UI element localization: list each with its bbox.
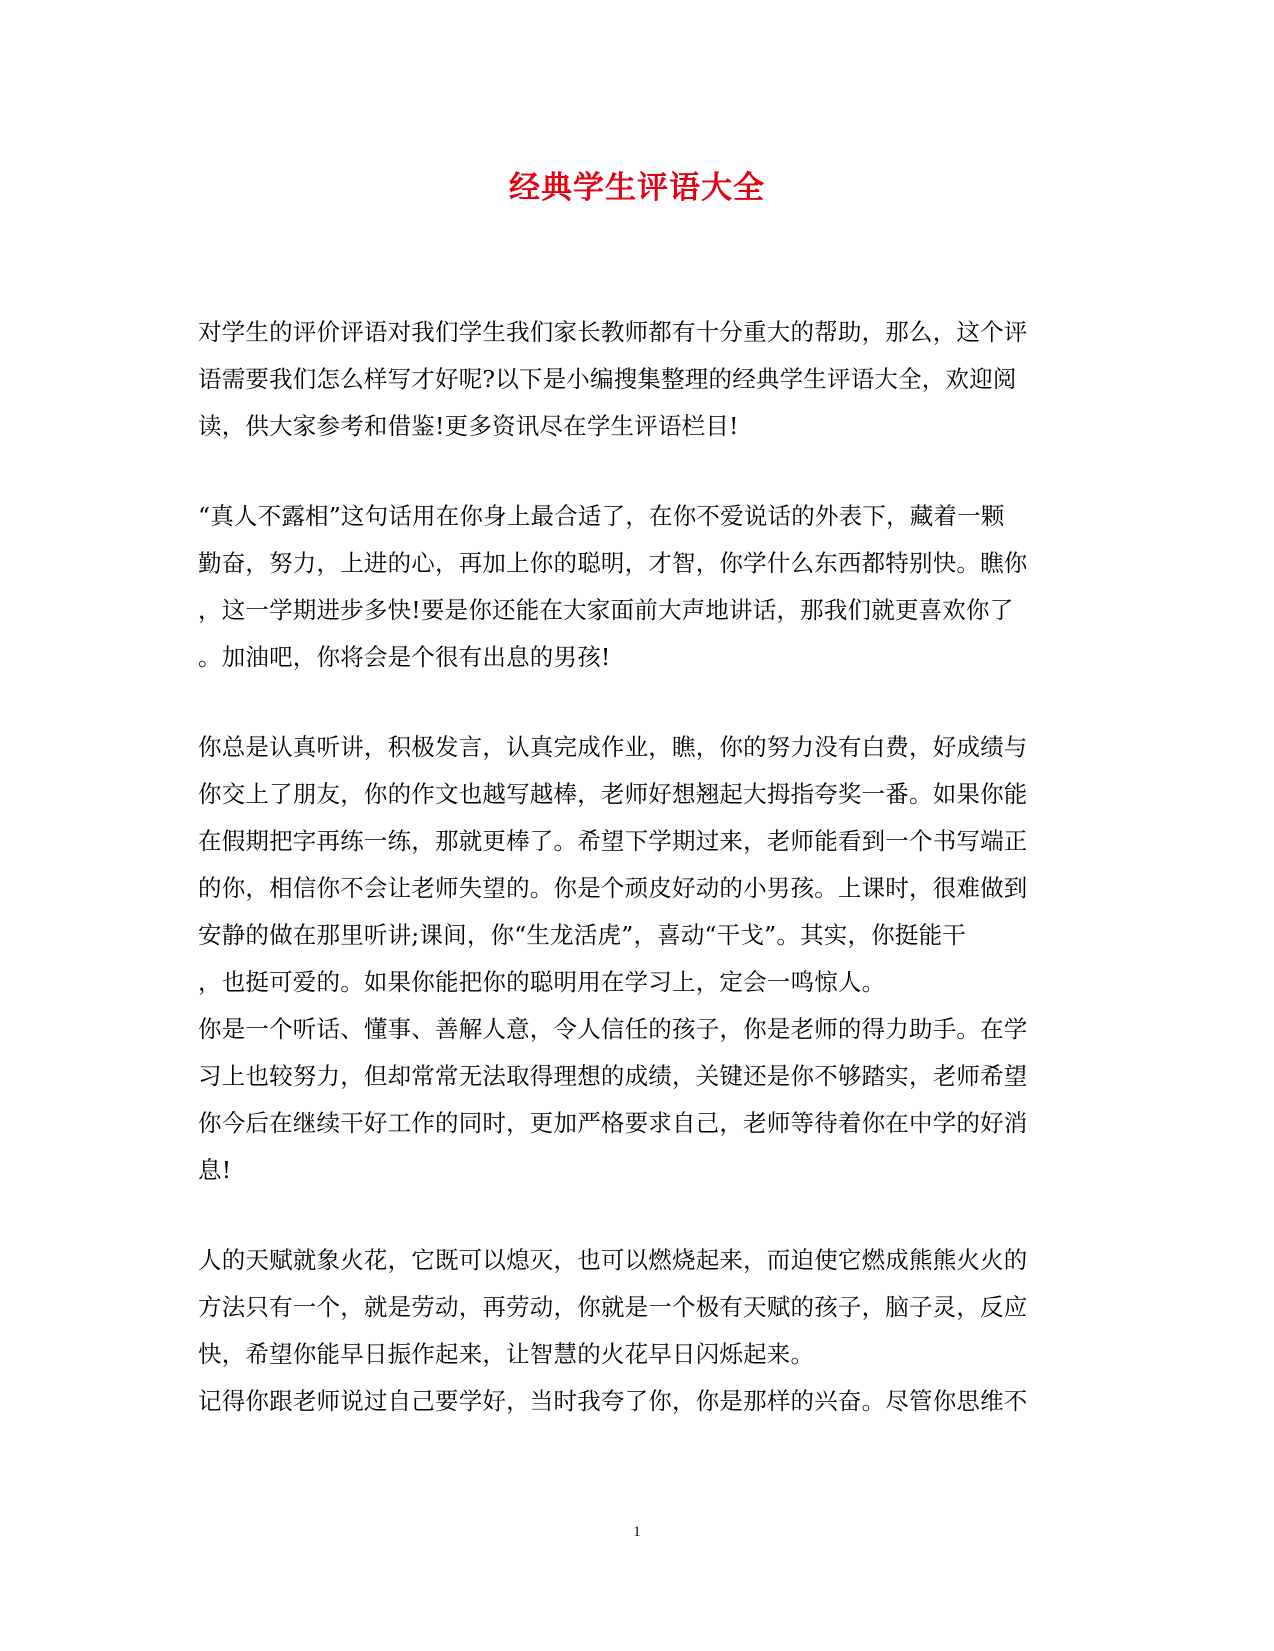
text-line: 习上也较努力，但却常常无法取得理想的成绩，关键还是你不够踏实，老师希望 bbox=[198, 1062, 1028, 1090]
text-line: 你交上了朋友，你的作文也越写越棒，老师好想翘起大拇指夸奖一番。如果你能 bbox=[198, 780, 1028, 808]
text-line: 对学生的评价评语对我们学生我们家长教师都有十分重大的帮助，那么，这个评 bbox=[198, 318, 1028, 346]
text-line: 你今后在继续干好工作的同时，更加严格要求自己，老师等待着你在中学的好消 bbox=[198, 1109, 1028, 1137]
document-title: 经典学生评语大全 bbox=[509, 170, 765, 206]
text-line: 安静的做在那里听讲;课间，你“生龙活虎”，喜动“干戈”。其实，你挺能干 bbox=[198, 921, 966, 949]
text-line: 人的天赋就象火花，它既可以熄灭，也可以燃烧起来，而迫使它燃成熊熊火火的 bbox=[198, 1246, 1028, 1274]
text-line: 你总是认真听讲，积极发言，认真完成作业，瞧，你的努力没有白费，好成绩与 bbox=[198, 733, 1028, 761]
text-line: 读，供大家参考和借鉴!更多资讯尽在学生评语栏目! bbox=[198, 412, 739, 440]
text-line: ，也挺可爱的。如果你能把你的聪明用在学习上，定会一鸣惊人。 bbox=[198, 968, 886, 996]
page-number: 1 bbox=[633, 1524, 641, 1540]
text-line: 快，希望你能早日振作起来，让智慧的火花早日闪烁起来。 bbox=[198, 1340, 815, 1368]
text-line: 语需要我们怎么样写才好呢?以下是小编搜集整理的经典学生评语大全，欢迎阅 bbox=[198, 365, 1017, 393]
text-line: 在假期把字再练一练，那就更棒了。希望下学期过来，老师能看到一个书写端正 bbox=[198, 827, 1028, 855]
text-line: ，这一学期进步多快!要是你还能在大家面前大声地讲话，那我们就更喜欢你了 bbox=[198, 596, 1014, 624]
text-line: 的你，相信你不会让老师失望的。你是个顽皮好动的小男孩。上课时，很难做到 bbox=[198, 874, 1028, 902]
text-line: 方法只有一个，就是劳动，再劳动，你就是一个极有天赋的孩子，脑子灵，反应 bbox=[198, 1293, 1028, 1321]
text-line: 记得你跟老师说过自己要学好，当时我夸了你，你是那样的兴奋。尽管你思维不 bbox=[198, 1387, 1028, 1415]
text-line: 勤奋，努力，上进的心，再加上你的聪明，才智，你学什么东西都特别快。瞧你 bbox=[198, 549, 1028, 577]
text-line: 你是一个听话、懂事、善解人意，令人信任的孩子，你是老师的得力助手。在学 bbox=[198, 1015, 1028, 1043]
text-line: “真人不露相”这句话用在你身上最合适了，在你不爱说话的外表下，藏着一颗 bbox=[198, 502, 1005, 530]
text-line: 。加油吧，你将会是个很有出息的男孩! bbox=[198, 643, 611, 671]
text-line: 息! bbox=[198, 1156, 232, 1184]
